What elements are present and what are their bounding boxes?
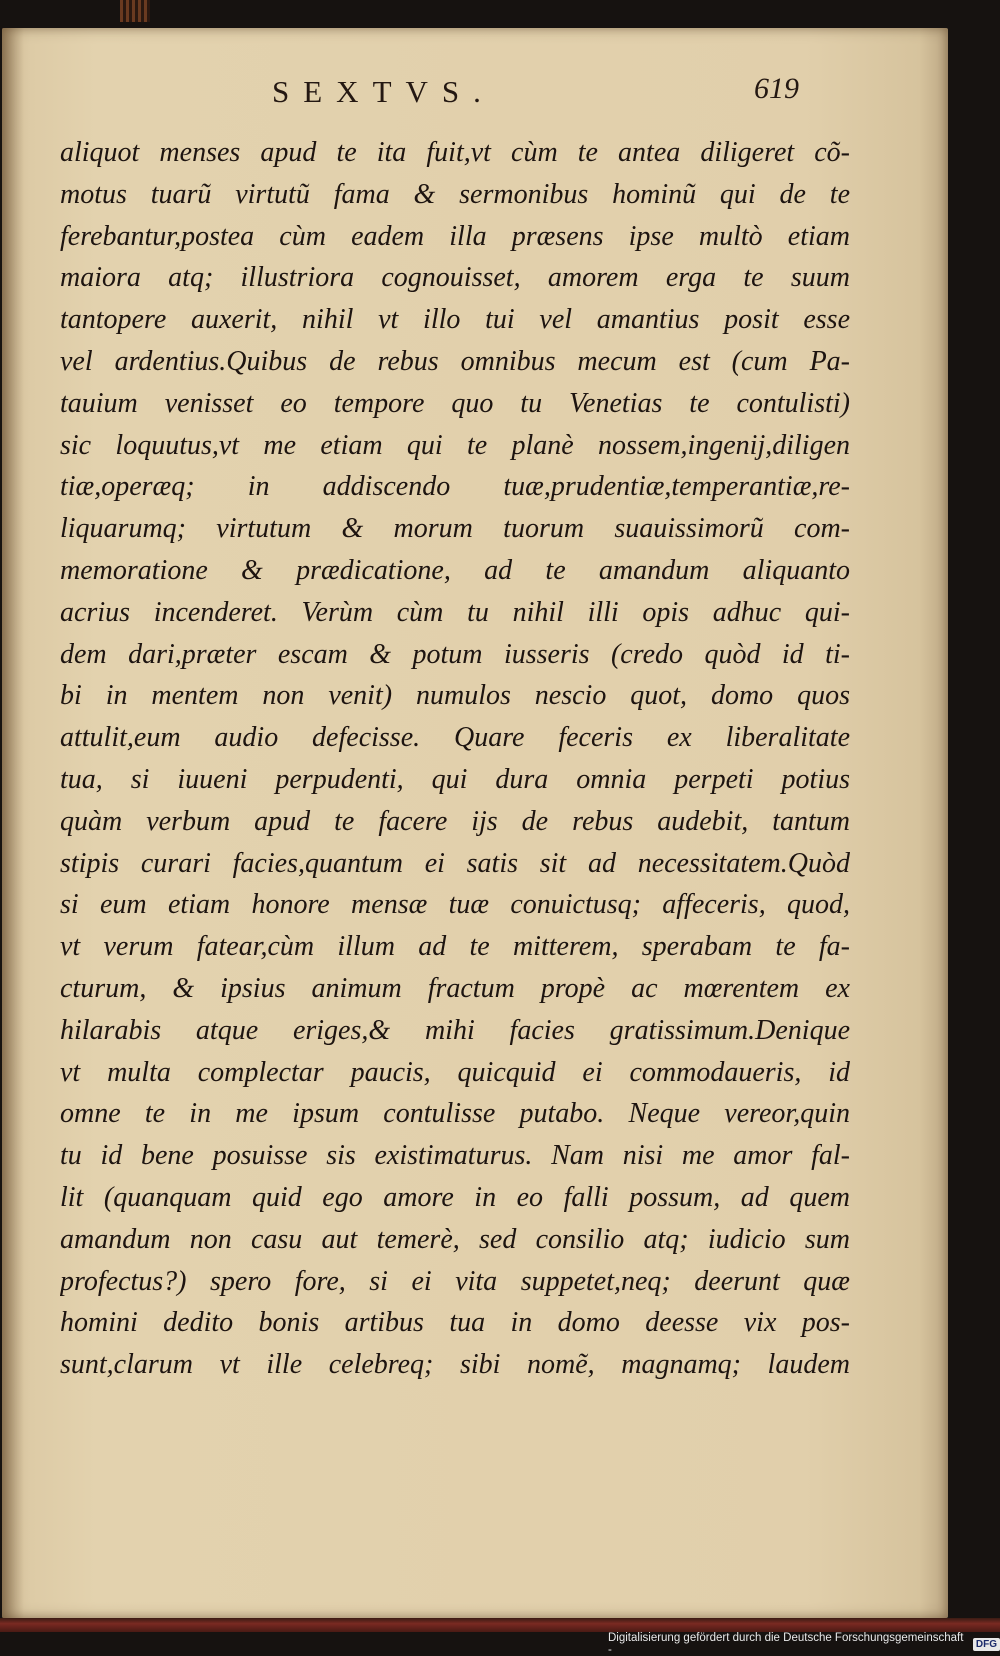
book-top-edge: [120, 0, 150, 22]
text-line: hilarabis atque eriges,& mihi facies gratissimum.Denique: [60, 1014, 850, 1046]
text-line: motus tuarũ virtutũ fama & sermonibus hominũ qui de te: [60, 178, 850, 210]
text-line: dem dari,præter escam & potum iusseris (credo quòd id ti-: [60, 638, 850, 670]
text-line: tu id bene posuisse sis existimaturus. Nam nisi me amor fal-: [60, 1140, 850, 1172]
text-line: stipis curari facies,quantum ei satis sit ad necessitatem.Quòd: [60, 847, 850, 879]
text-block: [60, 132, 850, 1386]
text-line: lit (quanquam quid ego amore in eo falli possum, ad quem: [60, 1181, 850, 1213]
text-line: quàm verbum apud te facere ijs de rebus audebit, tantum: [60, 805, 850, 837]
text-line: ferebantur,postea cùm eadem illa præsens ipse multò etiam: [60, 220, 850, 252]
text-line: bi in mentem non venit) numulos nescio quot, domo quos: [60, 680, 850, 712]
text-line: tua, si iuueni perpudenti, qui dura omnia perpeti potius: [60, 763, 850, 795]
running-head: SEXTVS.: [272, 74, 495, 109]
text-line: tiæ,operæq; in addiscendo tuæ,prudentiæ,temperantiæ,re-: [60, 471, 850, 503]
text-line: vt multa complectar paucis, quicquid ei commodaueris, id: [60, 1056, 850, 1088]
text-line: sunt,clarum vt ille celebreq; sibi nomẽ, magnamq; laudem: [60, 1349, 850, 1381]
text-line: profectus?) spero fore, si ei vita suppetet,neq; deerunt quæ: [60, 1265, 850, 1297]
text-line: attulit,eum audio defecisse. Quare feceris ex liberalitate: [60, 722, 850, 754]
text-line: memoratione & prædicatione, ad te amandum aliquanto: [60, 554, 850, 586]
text-line: liquarumq; virtutum & morum tuorum suauissimorũ com-: [60, 513, 850, 545]
page-header: [262, 74, 822, 114]
text-line: tantopere auxerit, nihil vt illo tui vel amantius posit esse: [60, 304, 850, 336]
text-line: cturum, & ipsius animum fractum propè ac mœrentem ex: [60, 972, 850, 1004]
page-number: 619: [754, 72, 799, 105]
text-line: aliquot menses apud te ita fuit,vt cùm te antea diligeret cõ-: [60, 137, 850, 168]
text-line: omne te in me ipsum contulisse putabo. Neque vereor,quin: [60, 1098, 850, 1130]
text-line: maiora atq; illustriora cognouisset, amorem erga te suum: [60, 262, 850, 294]
text-line: amandum non casu aut temerè, sed consilio atq; iudicio sum: [60, 1223, 850, 1255]
footer-text: Digitalisierung gefördert durch die Deutsche Forschungsgemeinschaft -: [608, 1632, 964, 1656]
text-line: vel ardentius.Quibus de rebus omnibus mecum est (cum Pa-: [60, 345, 850, 377]
text-line: acrius incenderet. Verùm cùm tu nihil illi opis adhuc qui-: [60, 596, 850, 628]
text-line: si eum etiam honore mensæ tuæ conuictusq; affeceris, quod,: [60, 889, 850, 921]
text-line: sic loquutus,vt me etiam qui te planè nossem,ingenij,diligen: [60, 429, 850, 461]
text-line: vt verum fatear,cùm illum ad te mitterem, sperabam te fa-: [60, 931, 850, 963]
book-bottom-edge: [0, 1618, 1000, 1632]
dfg-logo: DFG: [973, 1638, 1000, 1651]
footer-credit: [608, 1632, 1000, 1656]
text-line: homini dedito bonis artibus tua in domo deesse vix pos-: [60, 1307, 850, 1339]
text-line: tauium venisset eo tempore quo tu Venetias te contulisti): [60, 387, 850, 419]
